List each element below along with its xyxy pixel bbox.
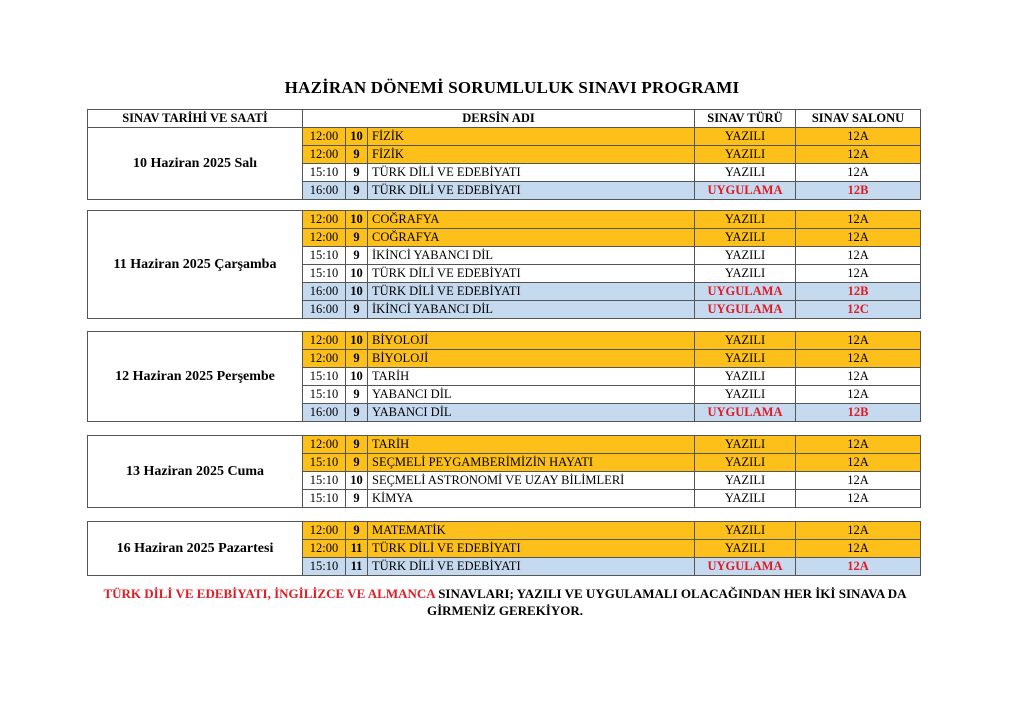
exam-time: 16:00 xyxy=(303,404,346,422)
exam-type: YAZILI xyxy=(695,490,796,508)
exam-room: 12A xyxy=(796,558,921,576)
exam-room: 12A xyxy=(796,540,921,558)
exam-time: 12:00 xyxy=(303,522,346,540)
day-block xyxy=(88,332,921,422)
course-name: TARİH xyxy=(368,436,695,454)
exam-room: 12A xyxy=(796,211,921,229)
exam-room: 12A xyxy=(796,164,921,182)
exam-time: 15:10 xyxy=(303,472,346,490)
course-name: TÜRK DİLİ VE EDEBİYATI xyxy=(368,558,695,576)
schedule-table-day-2 xyxy=(87,210,921,319)
table-row xyxy=(88,332,921,350)
course-name: MATEMATİK xyxy=(368,522,695,540)
note-highlight: TÜRK DİLİ VE EDEBİYATI, İNGİLİZCE VE ALMANCA xyxy=(103,586,435,601)
exam-room: 12A xyxy=(796,436,921,454)
class-level: 9 xyxy=(346,454,368,472)
exam-room: 12C xyxy=(796,301,921,319)
exam-room: 12A xyxy=(796,386,921,404)
schedule-table-day-5 xyxy=(87,521,921,576)
exam-time: 12:00 xyxy=(303,211,346,229)
schedule-table-header-day-1 xyxy=(87,109,921,200)
exam-time: 15:10 xyxy=(303,490,346,508)
header-type: SINAV TÜRÜ xyxy=(695,110,796,128)
exam-date: 12 Haziran 2025 Perşembe xyxy=(88,332,303,422)
class-level: 10 xyxy=(346,368,368,386)
note-text: SINAVLARI; YAZILI VE UYGULAMALI OLACAĞINDAN HER İKİ SINAVA DA GİRMENİZ GEREKİYOR. xyxy=(426,586,907,618)
class-level: 11 xyxy=(346,558,368,576)
class-level: 10 xyxy=(346,211,368,229)
class-level: 10 xyxy=(346,128,368,146)
course-name: YABANCI DİL xyxy=(368,386,695,404)
exam-time: 15:10 xyxy=(303,164,346,182)
class-level: 10 xyxy=(346,472,368,490)
course-name: BİYOLOJİ xyxy=(368,350,695,368)
class-level: 9 xyxy=(346,301,368,319)
exam-time: 16:00 xyxy=(303,283,346,301)
exam-time: 15:10 xyxy=(303,247,346,265)
course-name: İKİNCİ YABANCI DİL xyxy=(368,247,695,265)
exam-room: 12A xyxy=(796,490,921,508)
exam-type: UYGULAMA xyxy=(695,404,796,422)
day-block xyxy=(88,211,921,319)
exam-type: YAZILI xyxy=(695,436,796,454)
course-name: YABANCI DİL xyxy=(368,404,695,422)
exam-time: 12:00 xyxy=(303,350,346,368)
class-level: 9 xyxy=(346,436,368,454)
exam-room: 12A xyxy=(796,229,921,247)
class-level: 9 xyxy=(346,247,368,265)
header-date-time: SINAV TARİHİ VE SAATİ xyxy=(88,110,303,128)
class-level: 9 xyxy=(346,386,368,404)
exam-type: UYGULAMA xyxy=(695,182,796,200)
course-name: TÜRK DİLİ VE EDEBİYATI xyxy=(368,182,695,200)
exam-type: YAZILI xyxy=(695,265,796,283)
exam-room: 12A xyxy=(796,265,921,283)
exam-type: YAZILI xyxy=(695,472,796,490)
course-name: SEÇMELİ ASTRONOMİ VE UZAY BİLİMLERİ xyxy=(368,472,695,490)
exam-room: 12A xyxy=(796,368,921,386)
class-level: 10 xyxy=(346,332,368,350)
exam-room: 12A xyxy=(796,350,921,368)
course-name: TÜRK DİLİ VE EDEBİYATI xyxy=(368,283,695,301)
page-title: HAZİRAN DÖNEMİ SORUMLULUK SINAVI PROGRAMI xyxy=(284,78,740,97)
exam-time: 12:00 xyxy=(303,146,346,164)
exam-date: 16 Haziran 2025 Pazartesi xyxy=(88,522,303,576)
exam-type: UYGULAMA xyxy=(695,558,796,576)
table-row xyxy=(88,128,921,146)
exam-room: 12A xyxy=(796,128,921,146)
exam-type: YAZILI xyxy=(695,522,796,540)
exam-time: 15:10 xyxy=(303,558,346,576)
table-row xyxy=(88,436,921,454)
course-name: BİYOLOJİ xyxy=(368,332,695,350)
exam-time: 12:00 xyxy=(303,128,346,146)
day-block xyxy=(88,128,921,200)
exam-room: 12B xyxy=(796,182,921,200)
exam-room: 12B xyxy=(796,404,921,422)
header-course: DERSİN ADI xyxy=(303,110,695,128)
exam-note xyxy=(95,585,915,619)
exam-type: YAZILI xyxy=(695,540,796,558)
exam-time: 15:10 xyxy=(303,368,346,386)
exam-time: 12:00 xyxy=(303,332,346,350)
exam-room: 12A xyxy=(796,247,921,265)
exam-room: 12A xyxy=(796,522,921,540)
course-name: TÜRK DİLİ VE EDEBİYATI xyxy=(368,540,695,558)
header-room: SINAV SALONU xyxy=(796,110,921,128)
class-level: 9 xyxy=(346,182,368,200)
exam-time: 16:00 xyxy=(303,182,346,200)
class-level: 9 xyxy=(346,404,368,422)
exam-date: 10 Haziran 2025 Salı xyxy=(88,128,303,200)
course-name: KİMYA xyxy=(368,490,695,508)
exam-time: 16:00 xyxy=(303,301,346,319)
exam-room: 12A xyxy=(796,332,921,350)
exam-type: YAZILI xyxy=(695,229,796,247)
class-level: 11 xyxy=(346,540,368,558)
class-level: 9 xyxy=(346,490,368,508)
exam-time: 12:00 xyxy=(303,229,346,247)
schedule-table-day-4 xyxy=(87,435,921,508)
course-name: COĞRAFYA xyxy=(368,229,695,247)
exam-type: YAZILI xyxy=(695,128,796,146)
exam-room: 12A xyxy=(796,472,921,490)
exam-time: 15:10 xyxy=(303,265,346,283)
course-name: COĞRAFYA xyxy=(368,211,695,229)
exam-room: 12A xyxy=(796,454,921,472)
course-name: TARİH xyxy=(368,368,695,386)
course-name: FİZİK xyxy=(368,146,695,164)
class-level: 10 xyxy=(346,265,368,283)
exam-type: YAZILI xyxy=(695,146,796,164)
course-name: TÜRK DİLİ VE EDEBİYATI xyxy=(368,164,695,182)
exam-time: 12:00 xyxy=(303,540,346,558)
course-name: İKİNCİ YABANCI DİL xyxy=(368,301,695,319)
day-block xyxy=(88,436,921,508)
exam-type: UYGULAMA xyxy=(695,301,796,319)
exam-type: YAZILI xyxy=(695,350,796,368)
exam-type: YAZILI xyxy=(695,332,796,350)
class-level: 9 xyxy=(346,522,368,540)
exam-time: 12:00 xyxy=(303,436,346,454)
class-level: 9 xyxy=(346,164,368,182)
exam-time: 15:10 xyxy=(303,454,346,472)
schedule-table-day-3 xyxy=(87,331,921,422)
exam-date: 11 Haziran 2025 Çarşamba xyxy=(88,211,303,319)
exam-type: YAZILI xyxy=(695,386,796,404)
course-name: TÜRK DİLİ VE EDEBİYATI xyxy=(368,265,695,283)
table-row xyxy=(88,211,921,229)
class-level: 9 xyxy=(346,350,368,368)
course-name: FİZİK xyxy=(368,128,695,146)
exam-date: 13 Haziran 2025 Cuma xyxy=(88,436,303,508)
exam-room: 12B xyxy=(796,283,921,301)
table-header-row xyxy=(88,110,921,128)
day-block xyxy=(88,522,921,576)
exam-type: YAZILI xyxy=(695,211,796,229)
exam-type: UYGULAMA xyxy=(695,283,796,301)
exam-type: YAZILI xyxy=(695,368,796,386)
exam-room: 12A xyxy=(796,146,921,164)
exam-type: YAZILI xyxy=(695,454,796,472)
class-level: 10 xyxy=(346,283,368,301)
table-row xyxy=(88,522,921,540)
course-name: SEÇMELİ PEYGAMBERİMİZİN HAYATI xyxy=(368,454,695,472)
exam-time: 15:10 xyxy=(303,386,346,404)
class-level: 9 xyxy=(346,229,368,247)
exam-type: YAZILI xyxy=(695,247,796,265)
class-level: 9 xyxy=(346,146,368,164)
exam-type: YAZILI xyxy=(695,164,796,182)
